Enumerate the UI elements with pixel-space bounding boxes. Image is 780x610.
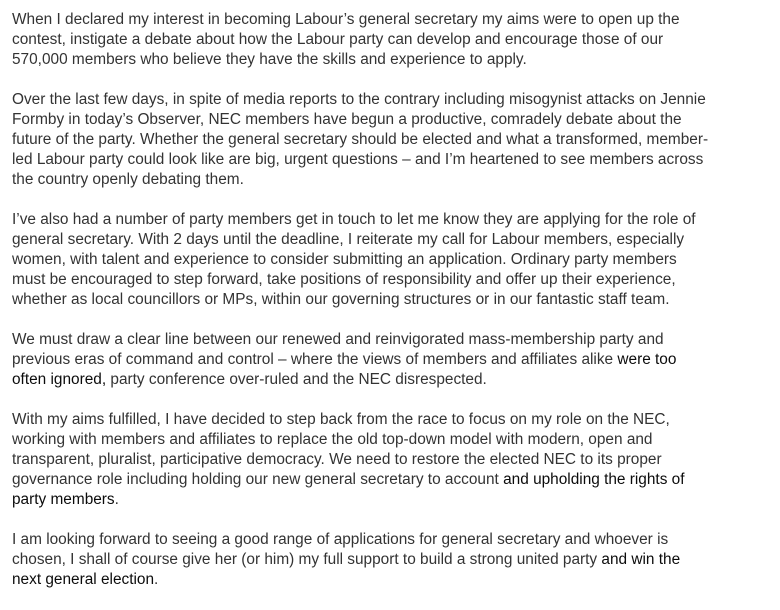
text-line <box>12 10 774 30</box>
text-line <box>12 210 774 230</box>
text-run: . <box>114 491 119 508</box>
text-run: We must draw a clear line between our renewed and reinvigorated mass-membership party and <box>12 331 664 348</box>
text-run: led Labour party could look like are big, urgent questions – and I’m heartened to see members across <box>12 151 704 168</box>
text-line <box>12 90 774 110</box>
text-run: previous eras of command and control – where the views of members and affiliates alike <box>12 351 618 368</box>
text-line <box>12 570 774 590</box>
text-line <box>12 130 774 150</box>
text-run: working with members and affiliates to replace the old top-down model with modern, open and <box>12 431 653 448</box>
text-line <box>12 110 774 130</box>
emphasis-text-run: and upholding the rights of <box>503 471 685 488</box>
paragraph-applications <box>12 210 774 310</box>
emphasis-text-run: next general election <box>12 571 155 588</box>
text-line <box>12 530 774 550</box>
text-line <box>12 330 774 350</box>
text-run: general secretary. With 2 days until the deadline, I reiterate my call for Labour members, especially <box>12 231 685 248</box>
statement-document <box>12 10 774 610</box>
text-line <box>12 490 774 510</box>
emphasis-text-run: party members <box>12 491 115 508</box>
text-line <box>12 50 774 70</box>
emphasis-text-run: were too <box>617 351 677 368</box>
text-line <box>12 430 774 450</box>
text-line <box>12 470 774 490</box>
text-line <box>12 170 774 190</box>
paragraph-declaration <box>12 10 774 70</box>
text-line <box>12 450 774 470</box>
text-run: I am looking forward to seeing a good range of applications for general secretary and whoever is <box>12 531 669 548</box>
text-run: Formby in today’s Observer, NEC members have begun a productive, comradely debate about the <box>12 111 682 128</box>
text-line <box>12 370 774 390</box>
text-run: With my aims fulfilled, I have decided to step back from the race to focus on my role on the NEC, <box>12 411 670 428</box>
text-line <box>12 30 774 50</box>
text-run: must be encouraged to step forward, take positions of responsibility and offer up their experience, <box>12 271 676 288</box>
text-run: party conference over-ruled and the NEC disrespected. <box>106 371 487 388</box>
paragraph-closing <box>12 530 774 590</box>
text-line <box>12 550 774 570</box>
text-run: When I declared my interest in becoming Labour’s general secretary my aims were to open up the <box>12 11 680 28</box>
text-line <box>12 410 774 430</box>
text-run: women, with talent and experience to consider submitting an application. Ordinary party members <box>12 251 677 268</box>
text-run: chosen, I shall of course give her (or him) my full support to build a strong united party <box>12 551 602 568</box>
text-run: contest, instigate a debate about how the Labour party can develop and encourage those of our <box>12 31 664 48</box>
emphasis-text-run: often ignored, <box>12 371 107 388</box>
text-line <box>12 270 774 290</box>
text-run: . <box>154 571 159 588</box>
text-run: Over the last few days, in spite of media reports to the contrary including misogynist attacks on Jennie <box>12 91 706 108</box>
text-run: transparent, pluralist, participative democracy. We need to restore the elected NEC to its proper <box>12 451 662 468</box>
text-run: future of the party. Whether the general secretary should be elected and what a transformed, member- <box>12 131 709 148</box>
emphasis-text-run: and win the <box>601 551 681 568</box>
text-line <box>12 250 774 270</box>
text-run: 570,000 members who believe they have the skills and experience to apply. <box>12 51 527 68</box>
paragraph-nec-debate <box>12 90 774 190</box>
text-run: I’ve also had a number of party members get in touch to let me know they are applying for the role of <box>12 211 696 228</box>
text-line <box>12 350 774 370</box>
text-line <box>12 150 774 170</box>
paragraph-clear-line <box>12 330 774 390</box>
text-run: whether as local councillors or MPs, within our governing structures or in our fantastic staff team. <box>12 291 670 308</box>
text-run: governance role including holding our new general secretary to account <box>12 471 504 488</box>
text-line <box>12 290 774 310</box>
paragraph-step-back <box>12 410 774 510</box>
text-run: the country openly debating them. <box>12 171 244 188</box>
text-line <box>12 230 774 250</box>
